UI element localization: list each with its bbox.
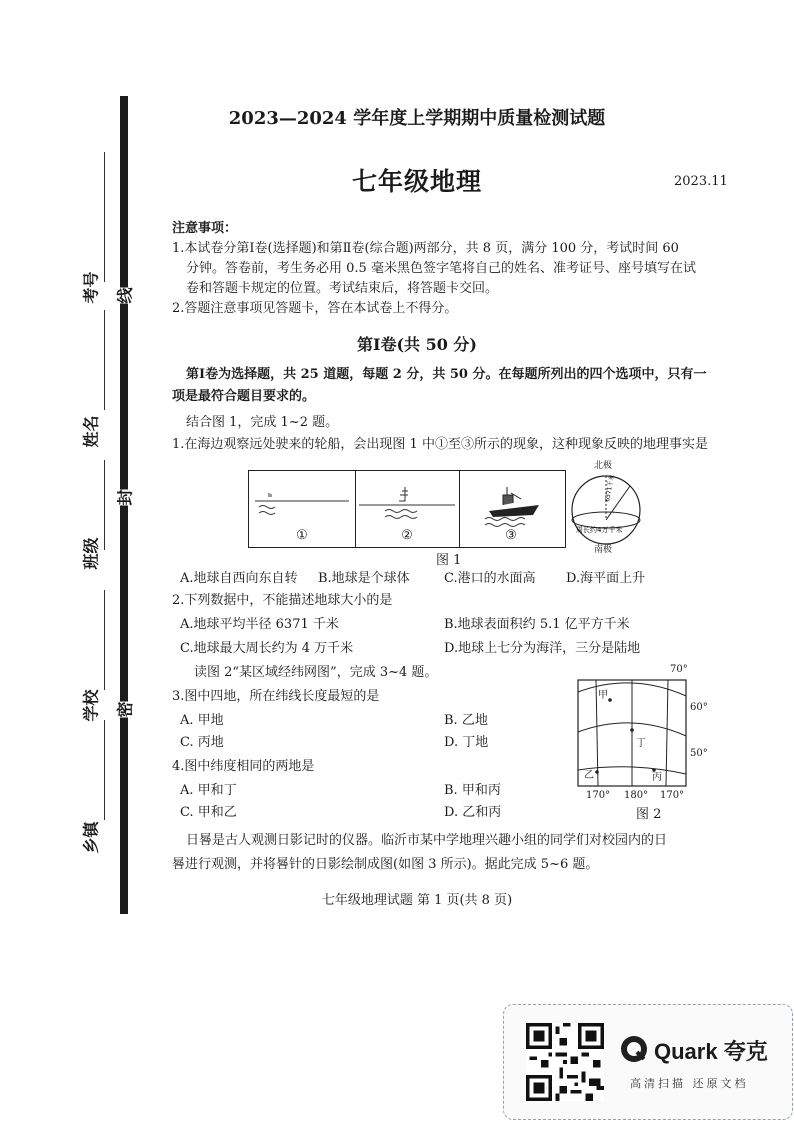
fig2-place-yi: 乙 [584,770,594,781]
notice-line: 2.答题注意事项见答题卡，答在本试卷上不得分。 [172,301,458,316]
figure-caption: 图 1 [436,553,462,568]
quark-logo-icon [620,1035,648,1063]
question-lead: 晷进行观测，并将晷针的日影绘制成图(如图 3 所示)。据此完成 5~6 题。 [172,857,599,872]
binding-label-name: 姓名 [81,415,101,448]
quark-watermark [503,1004,793,1120]
q1-option-b: B.地球是个球体 [318,571,410,586]
figure-2-graticule [576,678,688,788]
q2-option-b: B.地球表面积约 5.1 亿平方千米 [444,617,630,632]
globe-north-label: 北极 [594,461,613,471]
fig2-lon-label: 180° [624,790,649,801]
seal-char-secret: 密 [111,701,138,717]
section-intro: 项是最符合题目要求的。 [172,389,316,404]
fig1-panel-number: ② [401,528,413,543]
fig2-place-ding: 丁 [636,738,646,749]
binding-label-school: 学校 [81,689,101,722]
quark-brand: Quark 夸克 [654,1039,768,1064]
ship-mast-icon [355,471,459,531]
notice-line: 1.本试卷分第Ⅰ卷(选择题)和第Ⅱ卷(综合题)两部分，共 8 页，满分 100 分，考试时间 60 [172,241,679,256]
q2-option-a: A.地球平均半径 6371 千米 [180,617,339,632]
fig1-panel [249,471,356,547]
seal-char-line: 线 [111,287,138,303]
globe-diagram [566,458,648,554]
binding-fill-line [104,310,105,410]
ship-icon [459,471,563,531]
section-heading: 第Ⅰ卷(共 50 分) [356,335,478,354]
question-stem: 4.图中纬度相同的两地是 [172,759,315,774]
binding-label-exam-no: 考号 [81,271,101,304]
q3-option-c: C. 丙地 [180,735,224,750]
q4-option-a: A. 甲和丁 [180,783,237,798]
qr-code-icon [526,1023,604,1101]
section-intro: 第Ⅰ卷为选择题，共 25 道题，每题 2 分，共 50 分。在每题所列出的四个选项中，只有一 [186,367,707,382]
q1-option-c: C.港口的水面高 [444,571,536,586]
q2-option-d: D.地球上七分为海洋，三分是陆地 [444,641,641,656]
fig1-panel-number: ③ [505,528,517,543]
q4-option-c: C. 甲和乙 [180,805,237,820]
fig2-place-bing: 丙 [652,772,662,783]
figure-caption: 图 2 [636,807,662,822]
page-footer: 七年级地理试题 第 1 页(共 8 页) [321,893,513,908]
exam-date: 2023.11 [674,174,728,189]
globe-south-label: 南极 [594,545,613,555]
notice-line: 卷和答题卡规定的位置。考试结束后，将答题卡交回。 [186,281,499,296]
q1-option-a: A.地球自西向东自转 [180,571,298,586]
globe-radius-label: 6371千米 [604,474,616,503]
notice-line: 分钟。答卷前，考生务必用 0.5 毫米黑色签字笔将自己的姓名、准考证号、座号填写在试 [186,261,696,276]
globe-icon [566,468,648,550]
quark-tagline: 高清扫描 还原文档 [630,1077,749,1090]
q4-option-b: B. 甲和丙 [444,783,501,798]
fig1-panel [355,471,460,547]
fig2-lon-label: 170° [586,790,611,801]
fig2-lat-label: 60° [690,702,708,713]
fig2-lat-label: 70° [670,664,688,675]
binding-fill-line [104,720,105,820]
question-stem: 2.下列数据中，不能描述地球大小的是 [172,593,393,608]
exam-title: 2023—2024 学年度上学期期中质量检测试题 [228,108,606,129]
binding-label-town: 乡镇 [81,821,101,854]
binding-fill-line [104,590,105,690]
q3-option-d: D. 丁地 [444,735,489,750]
wave-icon [249,471,355,531]
notice-heading: 注意事项： [172,221,238,236]
question-lead: 日晷是古人观测日影记时的仪器。临沂市某中学地理兴趣小组的同学们对校园内的日 [186,833,668,848]
fig1-panel [459,471,563,547]
q3-option-b: B. 乙地 [444,713,488,728]
fig2-lon-label: 170° [660,790,685,801]
question-stem: 3.图中四地，所在纬线长度最短的是 [172,689,380,704]
figure-1-ship-panels [248,470,566,548]
binding-fill-line [104,460,105,550]
question-lead: 结合图 1，完成 1~2 题。 [186,415,339,430]
q4-option-d: D. 乙和丙 [444,805,502,820]
subject-title: 七年级地理 [351,167,482,196]
question-stem: 1.在海边观察远处驶来的轮船，会出现图 1 中①至③所示的现象，这种现象反映的地理事实是 [172,437,708,452]
seal-char-seal: 封 [111,489,138,505]
globe-circumference-label: 周长约4万千米 [576,526,623,534]
q2-option-c: C.地球最大周长约为 4 万千米 [180,641,354,656]
fig2-lat-label: 50° [690,748,708,759]
q3-option-a: A. 甲地 [180,713,224,728]
question-lead: 读图 2“某区域经纬网图”，完成 3~4 题。 [194,665,438,680]
fig1-panel-number: ① [296,528,308,543]
fig2-place-jia: 甲 [598,690,608,701]
binding-label-class: 班级 [81,537,101,570]
q1-option-d: D.海平面上升 [566,571,646,586]
